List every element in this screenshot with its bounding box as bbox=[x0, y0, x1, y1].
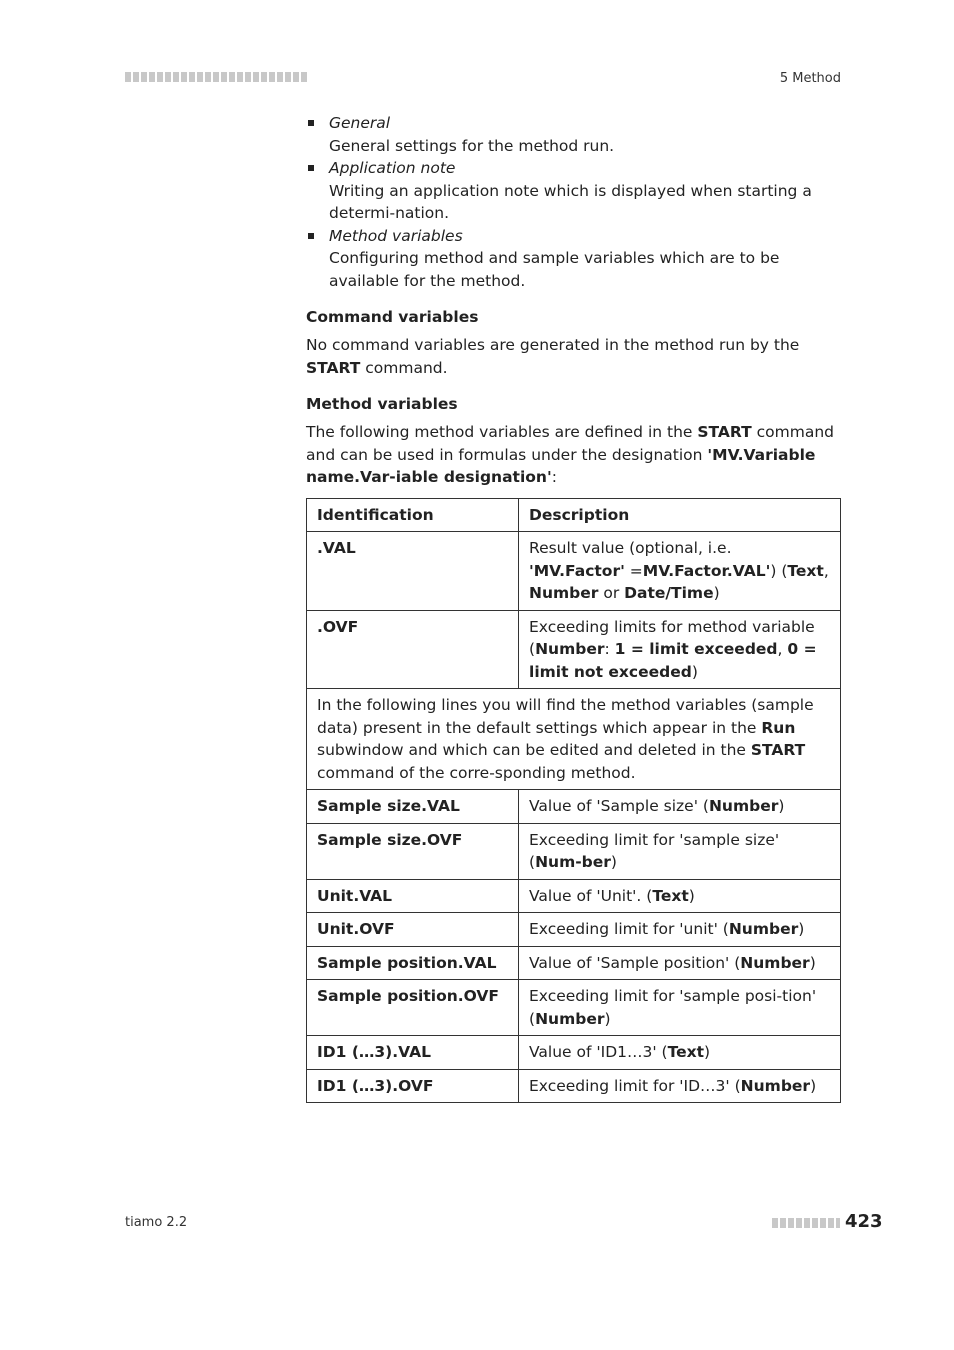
description-cell: Exceeding limit for 'sample posi-tion' (Number) bbox=[519, 980, 841, 1036]
table-row bbox=[307, 980, 841, 1036]
table-row bbox=[307, 946, 841, 980]
method-variables-text: The following method variables are defined in the START command and can be used in formulas under the designation 'MV.Variable name.Var-iable designation': bbox=[306, 423, 835, 486]
description-cell: Value of 'ID1…3' (Text) bbox=[519, 1036, 841, 1070]
description-cell: Value of 'Unit'. (Text) bbox=[519, 879, 841, 913]
identification-cell: Unit.VAL bbox=[307, 879, 519, 913]
list-item-desc: Configuring method and sample variables which are to be available for the method. bbox=[329, 249, 780, 290]
list-item-title: Application note bbox=[329, 159, 456, 177]
list-item bbox=[306, 112, 841, 157]
command-variables-heading: Command variables bbox=[306, 308, 479, 326]
header-decoration bbox=[125, 72, 307, 82]
table-header-row bbox=[307, 498, 841, 532]
identification-cell: .OVF bbox=[307, 610, 519, 689]
page-number: 423 bbox=[845, 1211, 883, 1232]
table-note-row bbox=[307, 689, 841, 790]
column-header-description: Description bbox=[519, 498, 841, 532]
footer-product: tiamo 2.2 bbox=[125, 1215, 188, 1230]
header-section-title: 5 Method bbox=[779, 71, 841, 86]
description-cell: Exceeding limits for method variable (Number: 1 = limit exceeded, 0 = limit not exceeded) bbox=[519, 610, 841, 689]
description-cell: Value of 'Sample position' (Number) bbox=[519, 946, 841, 980]
identification-cell: Sample size.OVF bbox=[307, 823, 519, 879]
description-cell: Result value (optional, i.e. 'MV.Factor' =MV.Factor.VAL') (Text, Number or Date/Time) bbox=[519, 532, 841, 611]
identification-cell: ID1 (…3).OVF bbox=[307, 1069, 519, 1103]
description-cell: Value of 'Sample size' (Number) bbox=[519, 790, 841, 824]
list-item bbox=[306, 225, 841, 293]
list-item-title: Method variables bbox=[329, 226, 463, 245]
description-cell: Exceeding limit for 'ID…3' (Number) bbox=[519, 1069, 841, 1103]
sample-variable-rows bbox=[307, 790, 841, 1103]
description-cell: Exceeding limit for 'unit' (Number) bbox=[519, 913, 841, 947]
description-cell: Exceeding limit for 'sample size' (Num-ber) bbox=[519, 823, 841, 879]
table-row bbox=[307, 1036, 841, 1070]
list-item-title: General bbox=[329, 114, 391, 132]
identification-cell: ID1 (…3).VAL bbox=[307, 1036, 519, 1070]
table-row bbox=[307, 823, 841, 879]
table-row bbox=[307, 532, 841, 611]
variables-table bbox=[306, 498, 841, 1104]
identification-cell: .VAL bbox=[307, 532, 519, 611]
list-item-desc: General settings for the method run. bbox=[329, 136, 615, 155]
table-row bbox=[307, 879, 841, 913]
identification-cell: Sample position.OVF bbox=[307, 980, 519, 1036]
identification-cell: Unit.OVF bbox=[307, 913, 519, 947]
table-row bbox=[307, 1069, 841, 1103]
option-list bbox=[306, 112, 841, 292]
footer-decoration bbox=[772, 1218, 840, 1228]
command-variables-text: No command variables are generated in the method run by the START command. bbox=[306, 336, 800, 377]
identification-cell: Sample position.VAL bbox=[307, 946, 519, 980]
table-row bbox=[307, 610, 841, 689]
method-variables-heading: Method variables bbox=[306, 395, 458, 413]
table-row bbox=[307, 790, 841, 824]
list-item bbox=[306, 157, 841, 225]
identification-cell: Sample size.VAL bbox=[307, 790, 519, 824]
list-item-desc: Writing an application note which is displayed when starting a determi-nation. bbox=[329, 181, 812, 222]
page-content bbox=[306, 112, 841, 1103]
table-note-cell: In the following lines you will find the method variables (sample data) present in the default settings which appear in the Run subwindow and which can be edited and deleted in the START command of the corre-sponding method. bbox=[307, 689, 841, 790]
table-row bbox=[307, 913, 841, 947]
column-header-identification: Identification bbox=[307, 498, 519, 532]
